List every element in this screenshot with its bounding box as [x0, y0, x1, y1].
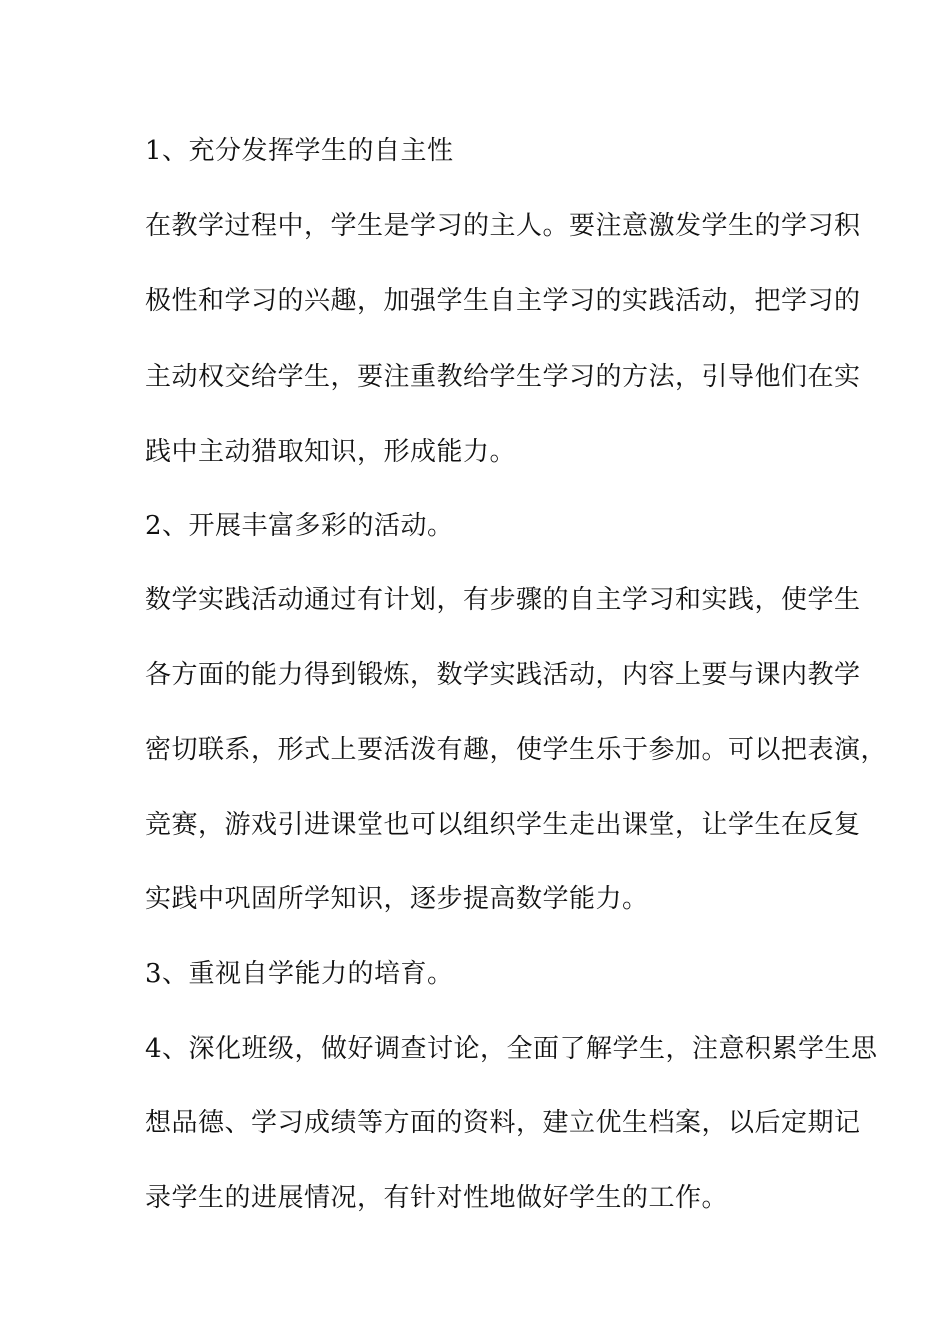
- heading-3: 3、重视自学能力的培育。: [145, 959, 454, 989]
- paragraph-4-line-2: 想品德、学习成绩等方面的资料，建立优生档案，以后定期记: [145, 1108, 861, 1138]
- paragraph-2-line-2: 各方面的能力得到锻炼，数学实践活动，内容上要与课内教学: [145, 660, 861, 690]
- paragraph-2-line-3: 密切联系，形式上要活泼有趣，使学生乐于参加。可以把表演，: [145, 735, 888, 765]
- paragraph-2-line-4: 竞赛，游戏引进课堂也可以组织学生走出课堂，让学生在反复: [145, 810, 861, 840]
- paragraph-2-line-1: 数学实践活动通过有计划，有步骤的自主学习和实践，使学生: [145, 585, 861, 615]
- paragraph-2-line-5: 实践中巩固所学知识，逐步提高数学能力。: [145, 884, 649, 914]
- heading-1: 1、充分发挥学生的自主性: [145, 136, 454, 166]
- paragraph-1-line-2: 极性和学习的兴趣，加强学生自主学习的实践活动，把学习的: [145, 286, 861, 316]
- paragraph-4-line-3: 录学生的进展情况，有针对性地做好学生的工作。: [145, 1183, 729, 1213]
- paragraph-1-line-3: 主动权交给学生，要注重教给学生学习的方法，引导他们在实: [145, 362, 861, 392]
- paragraph-1-line-1: 在教学过程中，学生是学习的主人。要注意激发学生的学习积: [145, 211, 861, 241]
- paragraph-4-line-1: 4、深化班级，做好调查讨论，全面了解学生，注意积累学生思: [145, 1034, 878, 1064]
- heading-2: 2、开展丰富多彩的活动。: [145, 511, 454, 541]
- paragraph-1-line-4: 践中主动猎取知识，形成能力。: [145, 437, 517, 467]
